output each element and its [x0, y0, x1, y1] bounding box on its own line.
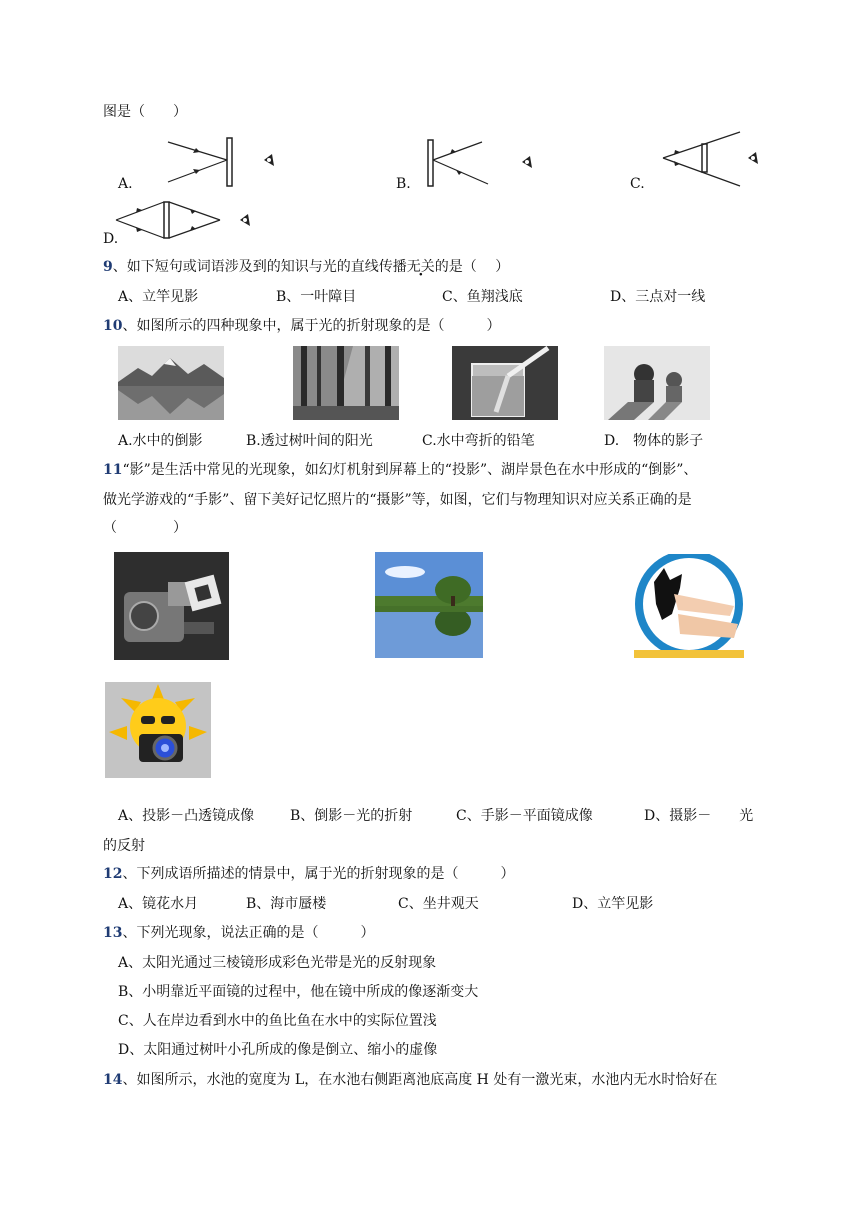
q9-option-c: C、鱼翔浅底: [442, 289, 523, 305]
question-11-stem-line3: （ ）: [103, 520, 187, 536]
question-13-stem: 13、下列光现象，说法正确的是（ ）: [103, 925, 375, 941]
q10-caption-b: B.透过树叶间的阳光: [246, 433, 373, 449]
photo-lake-reflection: [375, 552, 483, 658]
question-12-stem: 12、下列成语所描述的情景中，属于光的折射现象的是（ ）: [103, 866, 515, 882]
option-a-label: A.: [118, 176, 133, 192]
eye-icon: [748, 152, 758, 164]
question-9-stem: 9、如下短句或词语涉及到的知识与光的直线传播无关的是（ ）: [103, 259, 510, 275]
photo-sunlight-through-trees: [293, 346, 399, 420]
q12-option-b: B、海市蜃楼: [246, 896, 327, 912]
question-11-stem-line1: 11“影”是生活中常见的光现象，如幻灯机射到屏幕上的“投影”、湖岸景色在水中形成的“倒影”、: [103, 462, 698, 478]
photo-hand-shadow: [634, 554, 744, 658]
question-14-stem: 14、如图所示，水池的宽度为 L，在水池右侧距离池底高度 H 处有一激光束，水池内无水时恰好在: [103, 1072, 718, 1088]
diagram-option-b: [422, 134, 552, 194]
q11-option-b: B、倒影－光的折射: [290, 808, 413, 824]
photo-bent-pencil-in-water: [452, 346, 558, 420]
question-8-tail: 图是（ ）: [103, 104, 187, 120]
q13-option-b: B、小明靠近平面镜的过程中，他在镜中所成的像逐渐变大: [118, 984, 479, 1000]
q9-option-b: B、一叶障目: [276, 289, 357, 305]
q10-caption-d: D. 物体的影子: [604, 433, 704, 449]
q12-option-d: D、立竿见影: [572, 896, 654, 912]
q13-option-d: D、太阳通过树叶小孔所成的像是倒立、缩小的虚像: [118, 1042, 438, 1058]
photo-mountain-reflection: [118, 346, 224, 420]
q13-option-c: C、人在岸边看到水中的鱼比鱼在水中的实际位置浅: [118, 1013, 437, 1029]
option-b-label: B.: [396, 176, 411, 192]
option-c-label: C.: [630, 176, 645, 192]
diagram-option-c: [660, 126, 770, 192]
q9-option-d: D、三点对一线: [610, 289, 706, 305]
diagram-option-a: [160, 134, 290, 194]
q11-option-d-wrap: 的反射: [103, 838, 145, 854]
q12-option-a: A、镜花水月: [118, 896, 199, 912]
diagram-option-d: [112, 196, 262, 244]
q10-caption-c: C.水中弯折的铅笔: [422, 433, 535, 449]
photo-object-shadow: [604, 346, 710, 420]
emphasis-no-relation: 无关: [406, 259, 435, 275]
eye-icon: [522, 156, 532, 168]
option-d-label: D.: [103, 231, 119, 247]
q11-option-c: C、手影－平面镜成像: [456, 808, 593, 824]
eye-icon: [240, 214, 250, 226]
q12-option-c: C、坐井观天: [398, 896, 479, 912]
q9-option-a: A、立竿见影: [118, 289, 199, 305]
photo-projector: [114, 552, 229, 660]
q11-option-a: A、投影－凸透镜成像: [118, 808, 255, 824]
q11-option-d: D、摄影－ 光: [644, 808, 754, 824]
eye-icon: [264, 154, 274, 166]
q13-option-a: A、太阳光通过三棱镜形成彩色光带是光的反射现象: [118, 955, 437, 971]
question-10-stem: 10、如图所示的四种现象中，属于光的折射现象的是（ ）: [103, 318, 501, 334]
q10-caption-a: A.水中的倒影: [118, 433, 203, 449]
photo-sun-camera: [105, 682, 211, 778]
question-11-stem-line2: 做光学游戏的“手影”、留下美好记忆照片的“摄影”等，如图，它们与物理知识对应关系正确的是: [103, 492, 692, 508]
